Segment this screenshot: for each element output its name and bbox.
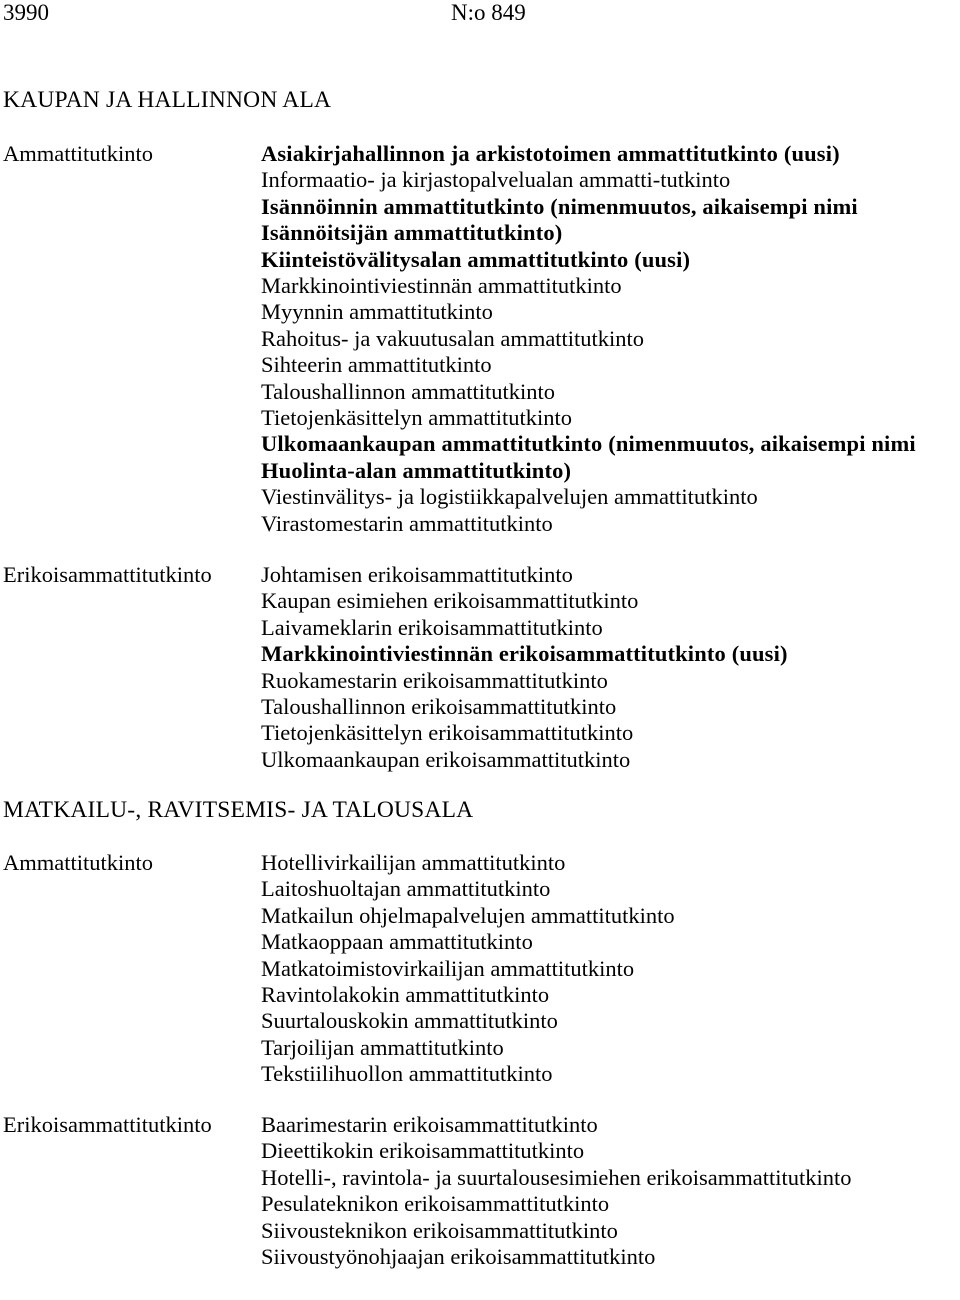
statute-number: N:o 849 bbox=[451, 0, 526, 25]
qualification-item: Baarimestarin erikoisammattitutkinto bbox=[261, 1112, 598, 1137]
section-title-matkailu-ravitsemis-ja-talousala: MATKAILU-, RAVITSEMIS- JA TALOUSALA bbox=[3, 797, 474, 823]
qualification-item: Taloushallinnon erikoisammattitutkinto bbox=[261, 694, 617, 720]
qualification-list bbox=[261, 850, 958, 1088]
qualification-group-ammattitutkinto bbox=[3, 141, 958, 536]
qualification-item: Tietojenkäsittelyn ammattitutkinto bbox=[261, 405, 573, 431]
qualification-item: Tietojenkäsittelyn erikoisammattitutkinto bbox=[261, 720, 634, 746]
qualification-item: Isännöinnin ammattitutkinto (nimenmuutos, aikaisempi nimi Isännöitsijän ammattitutkinto) bbox=[261, 193, 858, 246]
qualification-item: Hotelli-, ravintola- ja suurtalousesimiehen erikoisammattitutkinto bbox=[261, 1164, 852, 1190]
qualification-item: Johtamisen erikoisammattitutkinto bbox=[261, 562, 573, 587]
qualification-item: Dieettikokin erikoisammattitutkinto bbox=[261, 1138, 585, 1164]
qualification-item: Markkinointiviestinnän ammattitutkinto bbox=[261, 273, 622, 299]
qualification-item: Hotellivirkailijan ammattitutkinto bbox=[261, 850, 566, 875]
qualification-item: Myynnin ammattitutkinto bbox=[261, 299, 493, 325]
qualification-item: Matkatoimistovirkailijan ammattitutkinto bbox=[261, 955, 635, 981]
qualification-item: Siivoustyönohjaajan erikoisammattitutkinto bbox=[261, 1244, 656, 1270]
group-label: Ammattitutkinto bbox=[3, 141, 153, 166]
qualification-item: Asiakirjahallinnon ja arkistotoimen ammattitutkinto (uusi) bbox=[261, 141, 840, 166]
qualification-group-erikoisammattitutkinto bbox=[3, 1112, 958, 1300]
group-label: Erikoisammattitutkinto bbox=[3, 562, 212, 587]
group-label: Ammattitutkinto bbox=[3, 850, 153, 875]
qualification-item: Viestinvälitys- ja logistiikkapalvelujen ammattitutkinto bbox=[261, 484, 758, 510]
page-number: 3990 bbox=[3, 0, 49, 25]
qualification-group-erikoisammattitutkinto bbox=[3, 562, 958, 777]
qualification-list bbox=[261, 562, 958, 773]
section-title-kaupan-ja-hallinnon-ala: KAUPAN JA HALLINNON ALA bbox=[3, 87, 332, 113]
qualification-item: Ulkomaankaupan erikoisammattitutkinto bbox=[261, 746, 631, 772]
qualification-item: Virastomestarin ammattitutkinto bbox=[261, 510, 553, 536]
qualification-item: Pesulateknikon erikoisammattitutkinto bbox=[261, 1191, 610, 1217]
qualification-item: Suurtalouskokin ammattitutkinto bbox=[261, 1008, 558, 1034]
qualification-item: Markkinointiviestinnän erikoisammattitutkinto (uusi) bbox=[261, 641, 788, 667]
qualification-item: Rahoitus- ja vakuutusalan ammattitutkinto bbox=[261, 325, 645, 351]
qualification-item: Tarjoilijan ammattitutkinto bbox=[261, 1034, 504, 1060]
qualification-item: Taloushallinnon ammattitutkinto bbox=[261, 378, 556, 404]
qualification-item: Ulkomaankaupan ammattitutkinto (nimenmuutos, aikaisempi nimi Huolinta-alan ammattitutkinto) bbox=[261, 431, 916, 483]
group-label: Erikoisammattitutkinto bbox=[3, 1112, 212, 1137]
qualification-item: Ruokamestarin erikoisammattitutkinto bbox=[261, 667, 608, 693]
qualification-item: Informaatio- ja kirjastopalvelualan ammatti-tutkinto bbox=[261, 167, 731, 193]
qualification-list bbox=[261, 1112, 958, 1270]
qualification-item: Laitoshuoltajan ammattitutkinto bbox=[261, 876, 551, 902]
qualification-item: Sihteerin ammattitutkinto bbox=[261, 352, 492, 378]
qualification-item: Kaupan esimiehen erikoisammattitutkinto bbox=[261, 588, 639, 614]
qualification-item: Laivameklarin erikoisammattitutkinto bbox=[261, 614, 603, 640]
qualification-group-ammattitutkinto bbox=[3, 850, 958, 1090]
qualification-item: Tekstiilihuollon ammattitutkinto bbox=[261, 1061, 553, 1087]
qualification-list bbox=[261, 141, 958, 537]
qualification-item: Siivousteknikon erikoisammattitutkinto bbox=[261, 1217, 618, 1243]
qualification-item: Matkaoppaan ammattitutkinto bbox=[261, 929, 533, 955]
qualification-item: Kiinteistövälitysalan ammattitutkinto (uusi) bbox=[261, 246, 691, 272]
qualification-item: Ravintolakokin ammattitutkinto bbox=[261, 982, 550, 1008]
qualification-item: Matkailun ohjelmapalvelujen ammattitutkinto bbox=[261, 902, 675, 928]
